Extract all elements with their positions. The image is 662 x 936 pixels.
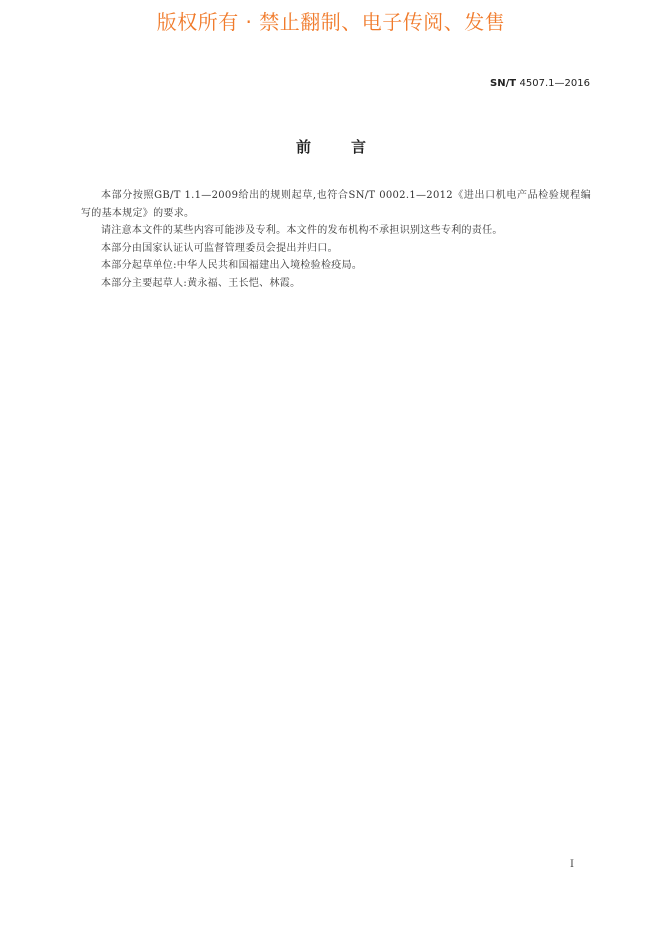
- foreword-paragraph-drafters: 本部分主要起草人:黄永福、王长恺、林霞。: [101, 277, 301, 289]
- standard-number: 4507.1—2016: [519, 78, 590, 89]
- copyright-watermark: 版权所有 · 禁止翻制、电子传阅、发售: [156, 10, 506, 34]
- standard-code: [490, 78, 590, 89]
- foreword-paragraph-patent-notice: 请注意本文件的某些内容可能涉及专利。本文件的发布机构不承担识别这些专利的责任。: [101, 225, 503, 237]
- page-number: I: [570, 859, 574, 870]
- standard-prefix: SN/T: [490, 78, 517, 89]
- foreword-body: [81, 187, 591, 293]
- foreword-paragraph-drafting-rules: 本部分按照GB/T 1.1—2009给出的规则起草,也符合SN/T 0002.1—2012《进出口机电产品检验规程编写的基本规定》的要求。: [81, 190, 591, 219]
- foreword-title: 前言: [295, 138, 406, 156]
- foreword-paragraph-drafting-unit: 本部分起草单位:中华人民共和国福建出入境检验检疫局。: [101, 260, 363, 272]
- foreword-paragraph-proposer: 本部分由国家认证认可监督管理委员会提出并归口。: [101, 242, 338, 254]
